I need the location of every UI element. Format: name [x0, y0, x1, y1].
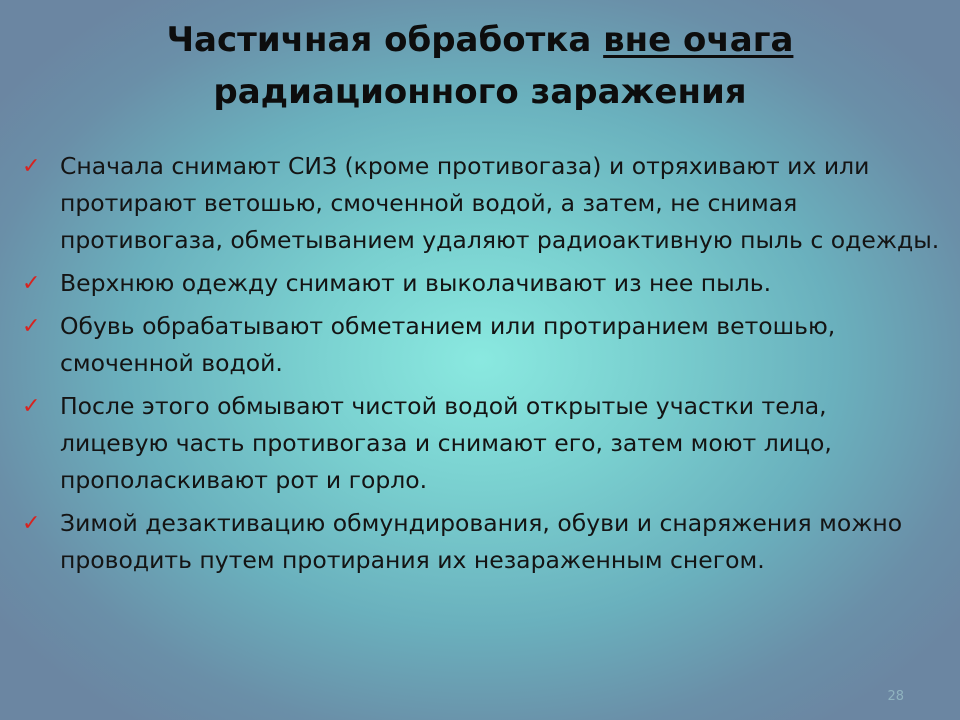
bullet-text: Верхнюю одежду снимают и выколачивают из нее пыль. — [60, 269, 772, 297]
bullet-item — [22, 148, 942, 259]
bullet-item — [22, 265, 942, 302]
bullet-text: Зимой дезактивацию обмундирования, обуви и снаряжения можно проводить путем протирания их незараженным снегом. — [60, 509, 903, 574]
bullet-text: После этого обмывают чистой водой открытые участки тела, лицевую часть противогаза и снимают его, затем моют лицо, прополаскивают рот и горло. — [60, 392, 832, 494]
bullet-text: Сначала снимают СИЗ (кроме противогаза) и отряхивают их или протирают ветошью, смоченной водой, а затем, не снимая противогаза, обметыванием удаляют радиоактивную пыль с одежды. — [60, 152, 940, 254]
bullet-item — [22, 505, 942, 579]
title-text-part2: радиационного заражения — [213, 72, 747, 112]
checkmark-icon: ✓ — [22, 511, 41, 536]
checkmark-icon: ✓ — [22, 271, 41, 296]
checkmark-icon: ✓ — [22, 394, 41, 419]
slide-title — [60, 14, 900, 118]
checkmark-icon: ✓ — [22, 314, 41, 339]
bullet-text: Обувь обрабатывают обметанием или протиранием ветошью, смоченной водой. — [60, 312, 836, 377]
page-number: 28 — [887, 689, 904, 704]
checkmark-icon: ✓ — [22, 154, 41, 179]
bullet-item — [22, 308, 942, 382]
bullet-item — [22, 388, 942, 499]
title-text-part1: Частичная обработка — [166, 20, 604, 60]
title-text-underlined: вне очага — [603, 20, 794, 60]
bullet-list — [22, 148, 942, 585]
